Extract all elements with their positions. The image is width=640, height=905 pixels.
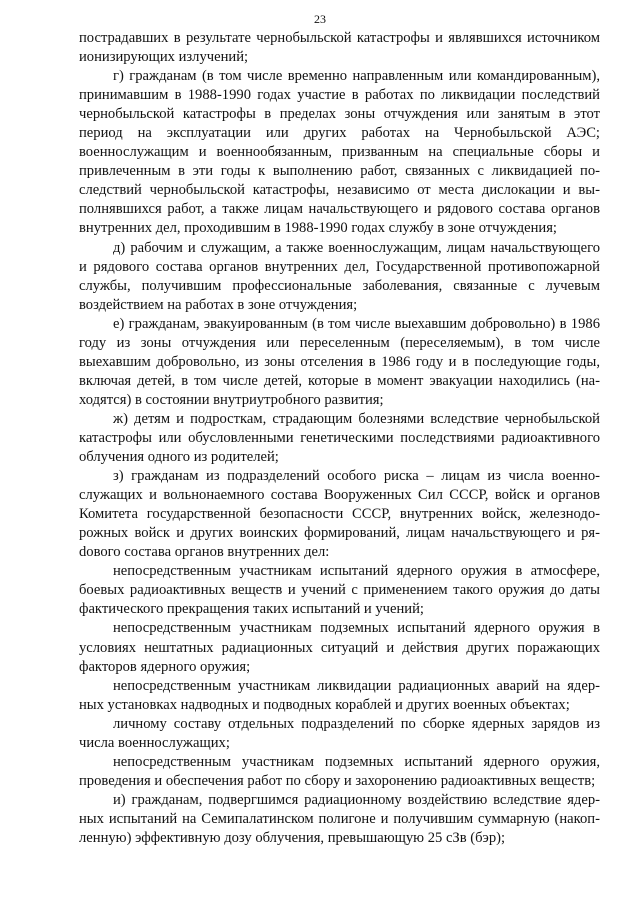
- paragraph-subitem-underground-tests: непосредственным участникам подземных испытаний ядерного оружия в условиях нештатных радиационных ситуаций и действия других поражающих факторов ядерного оружия;: [79, 620, 600, 675]
- paragraph-item-z: з) гражданам из подразделений особого риска – лицам из числа военнослужащих и вольнонаемного состава Вооруженных Сил СССР, войск и органов Комитета государственной безопасности СССР, внутренних войск, железнодорожных войск и других воинских формирований, лицам начальствующего и ряdового состава органов внутренних дел:: [79, 468, 600, 561]
- paragraph-subitem-assembly-units: личному составу отдельных подразделений по сборке ядерных зарядов из числа военнослужащих;: [79, 715, 600, 751]
- paragraph-item-e: е) гражданам, эвакуированным (в том числе выехавшим добровольно) в 1986 году из зоны отчуждения или переселенным (переселяемым), в том числе выехавшим добровольно, из зоны отселения в 1986 году и в последующие годы, включая детей, в том числе детей, которые в момент эвакуации находились (находятся) в состоянии внутриутробного развития;: [79, 315, 600, 408]
- paragraph-item-g: г) гражданам (в том числе временно направленным или командированным), принимавшим в 1988-1990 годах участие в работах по ликвидации последствий чернобыльской катастрофы в пределах зоны отчуждения или занятым в этот период на эксплуатации или других работах на Чернобыльской АЭС; военнослужащим и военнообязанным, призванным на специальные сборы и привлеченным в эти годы к выполнению работ, связанных с ликвидацией последствий чернобыльской катастрофы, независимо от места дислокации и выполнявшихся работ, а также лицам начальствующего и рядового состава органов внутренних дел, проходившим в 1988-1990 годах службу в зоне отчуждения;: [79, 68, 600, 237]
- paragraph-subitem-accident-liquidation: непосредственным участникам ликвидации радиационных аварий на ядерных установках надводных и подводных кораблей и других военных объектах;: [79, 677, 600, 713]
- paragraph-subitem-atmosphere-tests: непосредственным участникам испытаний ядерного оружия в атмосфере, боевых радиоактивных веществ и учений с применением такого оружия до даты фактического прекращения таких испытаний и учений;: [79, 563, 600, 618]
- paragraph-item-d: д) рабочим и служащим, а также военнослужащим, лицам начальствующего и рядового состава органов внутренних дел, Государственной противопожарной службы, получившим профессиональные заболевания, связанные с лучевым воздействием на работах в зоне отчуждения;: [79, 239, 600, 313]
- paragraph-continuation: пострадавших в результате чернобыльской катастрофы и являвшихся источником ионизирующих излучений;: [79, 30, 600, 66]
- page-number: 23: [314, 12, 326, 26]
- paragraph-item-zh: ж) детям и подросткам, страдающим болезнями вследствие чернобыльской катастрофы или обусловленными генетическими последствиями радиоактивного облучения одного из родителей;: [79, 410, 600, 466]
- document-body: [79, 29, 600, 848]
- paragraph-subitem-waste-disposal: непосредственным участникам подземных испытаний ядерного оружия, проведения и обеспечения работ по сбору и захоронению радиоактивных веществ;: [79, 753, 600, 789]
- paragraph-item-i: и) гражданам, подвергшимся радиационному воздействию вследствие ядерных испытаний на Семипалатинском полигоне и получившим суммарную (накопленную) эффективную дозу облучения, превышающую 25 сЗв (бэр);: [79, 791, 600, 846]
